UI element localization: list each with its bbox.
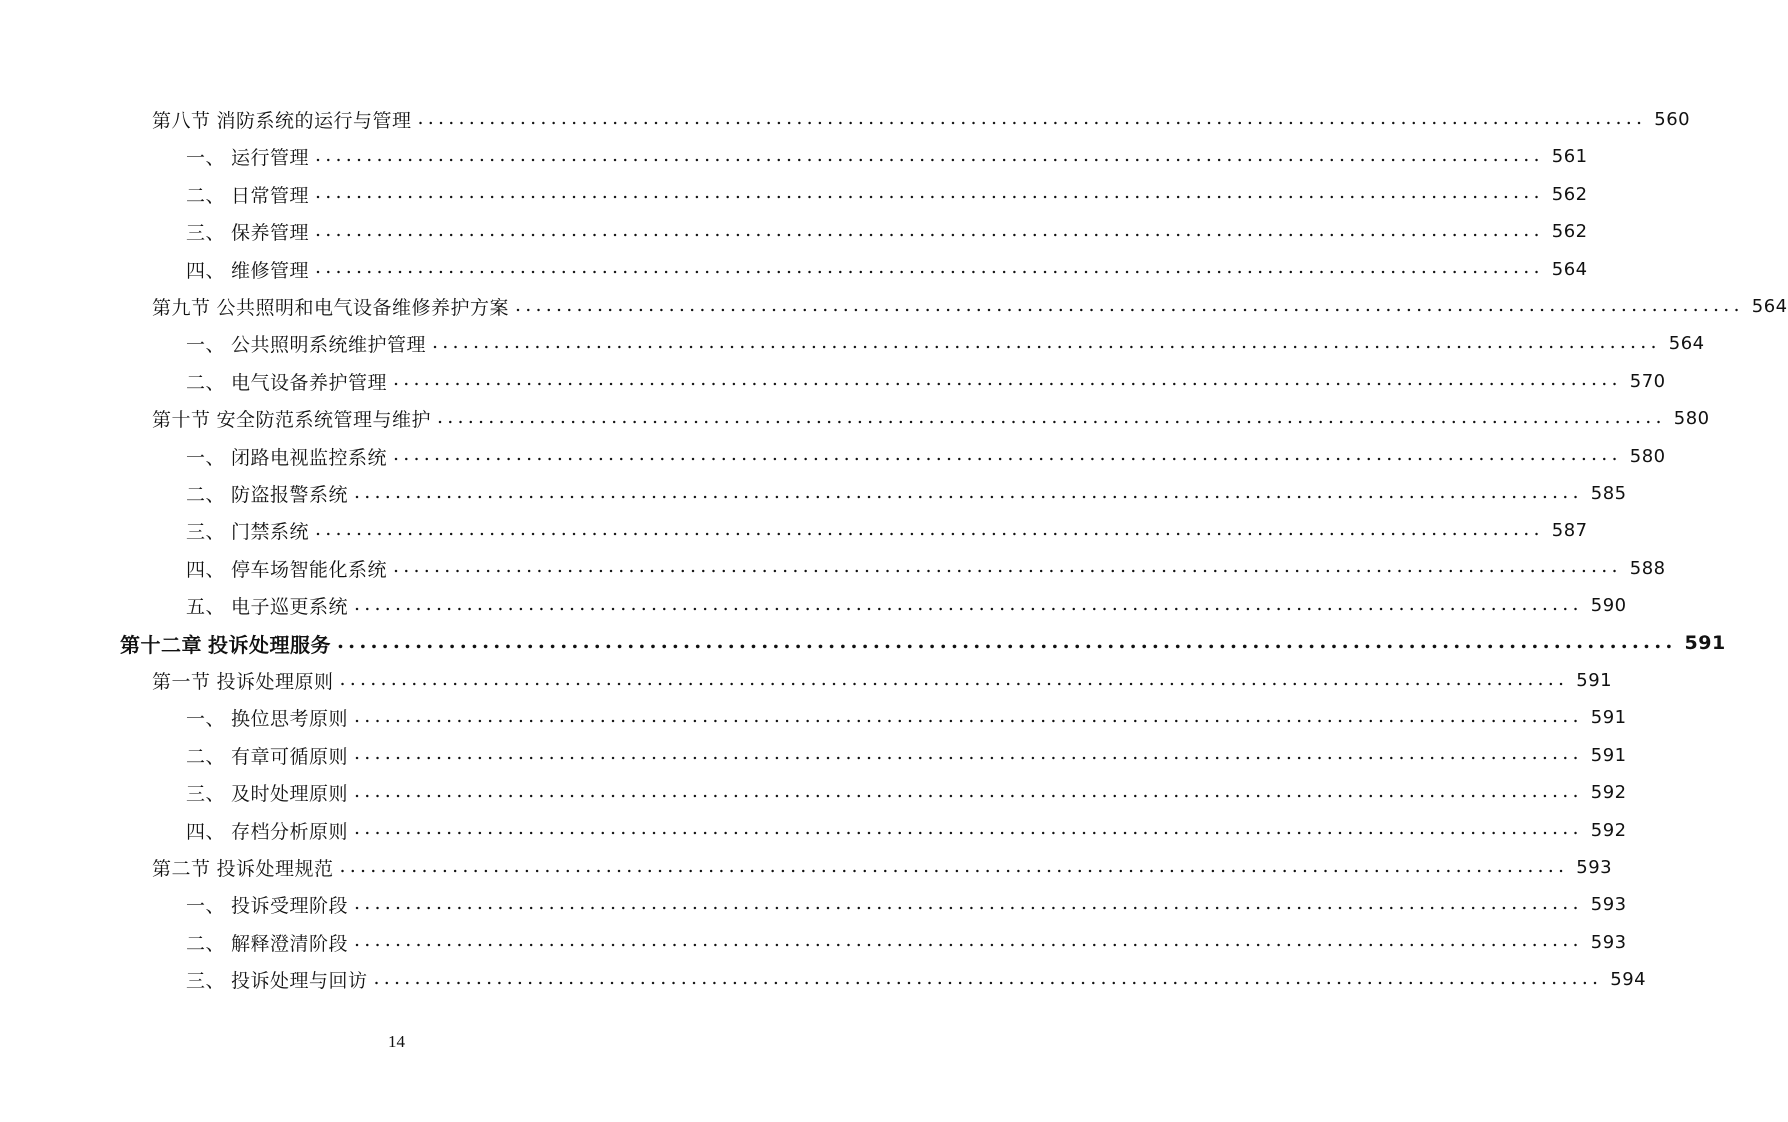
- toc-entry-label: [152, 854, 334, 881]
- toc-entry-label: [152, 293, 509, 320]
- dot-leader: ........................................................................................................................: [393, 368, 1622, 391]
- toc-entry-number: 三、: [186, 521, 226, 544]
- toc-entry-title: 消防系统的运行与管理: [216, 110, 412, 132]
- dot-leader: ........................................................................................................................: [315, 517, 1544, 540]
- toc-entry-title: 日常管理: [231, 184, 310, 207]
- toc-entry-number: 一、: [186, 895, 226, 918]
- toc-entry-label: [186, 929, 348, 956]
- toc-entry-section[interactable]: [152, 288, 1788, 325]
- toc-entry-title: 解释澄清阶段: [231, 932, 349, 955]
- toc-entry-page: 593: [1590, 931, 1627, 953]
- toc-entry-label: [186, 817, 348, 844]
- dot-leader: ........................................................................................................................: [315, 181, 1544, 204]
- toc-entry-number: 一、: [186, 334, 226, 357]
- toc-entry-title: 安全防范系统管理与维护: [216, 409, 432, 432]
- toc-entry-label: [152, 405, 431, 432]
- dot-leader: ........................................................................................................................: [315, 143, 1544, 166]
- toc-entry-label: [186, 779, 348, 806]
- toc-entry-page: 562: [1551, 221, 1588, 243]
- toc-entry-number: 第二节: [152, 858, 211, 880]
- dot-leader: ........................................................................................................................: [432, 330, 1661, 353]
- toc-entry-number: 一、: [186, 147, 226, 170]
- toc-entry-item[interactable]: [186, 587, 1627, 624]
- toc-entry-item[interactable]: [186, 251, 1588, 288]
- toc-entry-item[interactable]: [186, 325, 1705, 362]
- toc-entry-title: 门禁系统: [231, 521, 310, 544]
- toc-entry-page: 593: [1590, 894, 1627, 916]
- dot-leader: ........................................................................................................................: [393, 555, 1622, 578]
- dot-leader: ........................................................................................................................: [354, 891, 1583, 914]
- toc-entry-title: 公共照明系统维护管理: [231, 334, 427, 357]
- toc-entry-title: 闭路电视监控系统: [231, 446, 388, 469]
- toc-entry-page: 591: [1590, 707, 1627, 729]
- toc-entry-number: 二、: [186, 184, 226, 207]
- toc-entry-page: 591: [1684, 632, 1726, 655]
- toc-entry-page: 564: [1751, 296, 1788, 317]
- toc-entry-item[interactable]: [186, 812, 1627, 849]
- toc-entry-label: [186, 143, 309, 170]
- toc-entry-item[interactable]: [186, 550, 1666, 587]
- dot-leader: ........................................................................................................................: [354, 704, 1583, 727]
- toc-entry-title: 有章可循原则: [231, 745, 349, 768]
- toc-entry-item[interactable]: [186, 475, 1627, 512]
- toc-entry-section[interactable]: [152, 662, 1613, 699]
- toc-entry-page: 590: [1590, 595, 1627, 617]
- dot-leader: ........................................................................................................................: [354, 592, 1583, 615]
- toc-entry-label: [186, 480, 348, 507]
- toc-entry-title: 及时处理原则: [231, 783, 349, 806]
- toc-entry-label: [186, 256, 309, 283]
- toc-entry-label: [152, 667, 334, 694]
- dot-leader: ........................................................................................................................: [393, 443, 1622, 466]
- toc-entry-title: 运行管理: [231, 147, 310, 170]
- toc-entry-item[interactable]: [186, 699, 1627, 736]
- toc-entry-title: 存档分析原则: [231, 820, 349, 843]
- toc-entry-label: [186, 592, 348, 619]
- dot-leader: ........................................................................................................................: [354, 929, 1583, 952]
- toc-entry-number: 四、: [186, 259, 226, 282]
- toc-entry-page: 560: [1654, 109, 1691, 130]
- toc-entry-item[interactable]: [186, 961, 1647, 998]
- toc-entry-title: 防盗报警系统: [231, 484, 349, 506]
- toc-entry-title: 投诉受理阶段: [231, 895, 349, 918]
- toc-entry-number: 四、: [186, 820, 226, 843]
- toc-entry-number: 二、: [186, 371, 226, 394]
- toc-entry-title: 换位思考原则: [231, 708, 349, 731]
- toc-entry-page: 593: [1576, 857, 1613, 878]
- toc-entry-label: [186, 330, 426, 357]
- dot-leader: ........................................................................................................................: [373, 966, 1603, 989]
- toc-entry-page: 594: [1610, 969, 1647, 991]
- toc-entry-label: [186, 704, 348, 731]
- toc-entry-page: 591: [1590, 744, 1627, 766]
- toc-entry-label: [120, 629, 331, 658]
- page-number: 14: [388, 1032, 405, 1051]
- toc-entry-label: [186, 966, 368, 993]
- toc-entry-title: 投诉处理原则: [216, 671, 334, 693]
- toc-entry-number: 二、: [186, 484, 226, 506]
- toc-entry-item[interactable]: [186, 138, 1588, 175]
- dot-leader: ........................................................................................................................: [339, 667, 1569, 690]
- toc-entry-page: 580: [1673, 408, 1710, 430]
- toc-entry-label: [186, 555, 387, 582]
- toc-entry-number: 第一节: [152, 671, 211, 693]
- toc-entry-item[interactable]: [186, 438, 1666, 475]
- toc-entry-number: 二、: [186, 745, 226, 768]
- toc-entry-number: 第九节: [152, 297, 211, 319]
- toc-entry-label: [186, 218, 309, 245]
- toc-entry-page: 561: [1551, 146, 1588, 168]
- toc-entry-number: 一、: [186, 446, 226, 469]
- dot-leader: ........................................................................................................................: [315, 218, 1544, 241]
- toc-entry-page: 587: [1551, 520, 1588, 542]
- toc-entry-label: [186, 181, 309, 208]
- toc-entry-section[interactable]: [152, 849, 1613, 886]
- toc-entry-number: 第十二章: [120, 632, 202, 657]
- toc-entry-title: 保养管理: [231, 222, 310, 245]
- toc-entry-item[interactable]: [186, 363, 1666, 400]
- toc-entry-page: 591: [1576, 670, 1613, 691]
- toc-entry-page: 564: [1551, 258, 1588, 280]
- toc-entry-number: 一、: [186, 708, 226, 731]
- toc-entry-section[interactable]: [152, 101, 1691, 138]
- toc-entry-number: 第十节: [152, 409, 211, 432]
- toc-entry-item[interactable]: [186, 737, 1627, 774]
- toc-entry-item[interactable]: [186, 512, 1588, 549]
- toc-entry-number: 第八节: [152, 110, 211, 132]
- toc-entry-page: 562: [1551, 183, 1588, 205]
- toc-entry-title: 投诉处理服务: [208, 632, 331, 657]
- toc-entry-title: 电子巡更系统: [231, 596, 349, 619]
- toc-entry-page: 592: [1590, 819, 1627, 841]
- toc-entry-number: 二、: [186, 932, 226, 955]
- toc-entry-page: 588: [1629, 557, 1666, 579]
- toc-entry-item[interactable]: [186, 213, 1588, 250]
- toc-entry-label: [186, 368, 387, 395]
- toc-entry-page: 564: [1668, 333, 1705, 355]
- toc-entry-title: 电气设备养护管理: [231, 371, 388, 394]
- toc-entry-section[interactable]: [152, 400, 1710, 437]
- toc-entry-title: 维修管理: [231, 259, 310, 282]
- toc-entry-page: 570: [1629, 370, 1666, 392]
- dot-leader: ........................................................................................................................: [437, 405, 1666, 428]
- toc-entry-item[interactable]: [186, 774, 1627, 811]
- toc-entry-number: 五、: [186, 596, 226, 619]
- dot-leader: ........................................................................................................................: [354, 742, 1583, 765]
- toc-entry-chapter[interactable]: [120, 625, 1726, 662]
- dot-leader: ........................................................................................................................: [515, 293, 1744, 316]
- toc-entry-item[interactable]: [186, 176, 1588, 213]
- toc-entry-number: 三、: [186, 222, 226, 245]
- dot-leader: ........................................................................................................................: [417, 106, 1647, 129]
- toc-entry-item[interactable]: [186, 924, 1627, 961]
- dot-leader: ........................................................................................................................: [315, 256, 1544, 279]
- toc-entry-title: 投诉处理规范: [216, 858, 334, 880]
- toc-entry-page: 580: [1629, 445, 1666, 467]
- toc-entry-number: 三、: [186, 970, 226, 993]
- toc-entry-label: [152, 106, 412, 133]
- toc-entry-page: 585: [1590, 483, 1627, 504]
- dot-leader: ........................................................................................................................: [354, 817, 1583, 840]
- toc-entry-label: [186, 517, 309, 544]
- dot-leader: ........................................................................................................................: [337, 629, 1677, 654]
- toc-entry-title: 停车场智能化系统: [231, 558, 388, 581]
- toc-entry-label: [186, 742, 348, 769]
- toc-entry-title: 投诉处理与回访: [231, 970, 368, 993]
- toc-entry-title: 公共照明和电气设备维修养护方案: [216, 297, 510, 319]
- toc-entry-page: 592: [1590, 782, 1627, 804]
- toc-entry-number: 三、: [186, 783, 226, 806]
- dot-leader: ........................................................................................................................: [354, 480, 1583, 503]
- toc-entry-label: [186, 443, 387, 470]
- toc-entry-item[interactable]: [186, 886, 1627, 923]
- toc-entry-number: 四、: [186, 558, 226, 581]
- dot-leader: ........................................................................................................................: [354, 779, 1583, 802]
- toc-entry-label: [186, 891, 348, 918]
- dot-leader: ........................................................................................................................: [339, 854, 1569, 877]
